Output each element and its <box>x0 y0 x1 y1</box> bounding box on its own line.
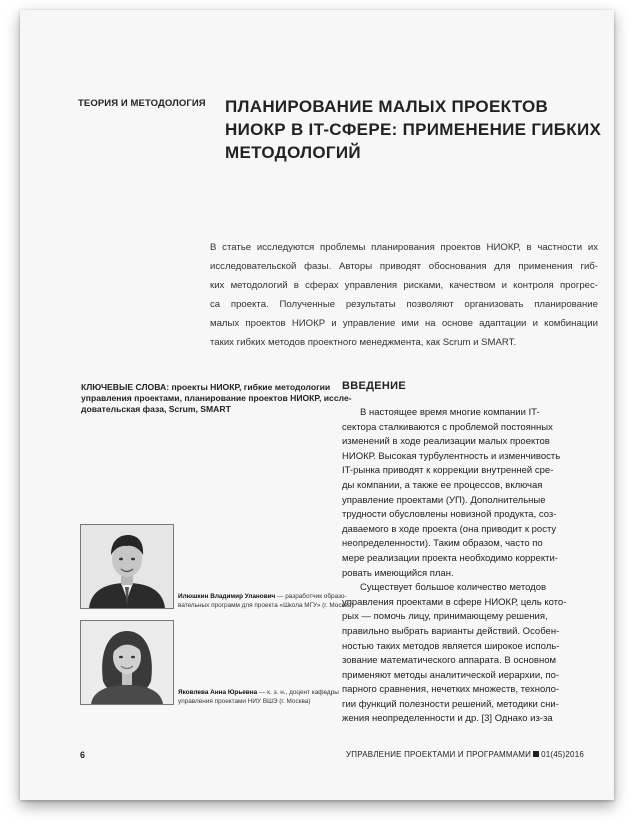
rubric-label: ТЕОРИЯ И МЕТОДОЛОГИЯ <box>78 98 206 109</box>
body-line: ностью таких методов является широкое исполь- <box>342 640 560 652</box>
title-line: НИОКР В IT-СФЕРЕ: ПРИМЕНЕНИЕ ГИБКИХ <box>225 120 602 139</box>
abstract-line: са проекта. Полученные результаты позволяют организовать планирование <box>210 299 598 310</box>
body-line: ды компании, а также ее процессов, включая <box>342 479 543 491</box>
body-line: управления проектами в сфере НИОКР, цель кото- <box>342 596 567 608</box>
keywords-line: довательская фаза, Scrum, SMART <box>81 404 231 414</box>
body-line: Существует большое количество методов <box>360 582 547 594</box>
body-line: мере реализации проекта необходимо корректи- <box>342 552 558 564</box>
body-line: IT-рынка приводят к коррекции внутренней сре- <box>342 465 554 477</box>
abstract-line: ких методологий в сферах управления рисками, качеством и контроля прогрес- <box>210 280 598 291</box>
body-line: жения неопределенности и др. [3] Однако из-за <box>342 713 553 725</box>
journal-footer <box>346 750 584 759</box>
body-line: парного сравнения, нечетких множеств, техноло- <box>342 684 560 696</box>
body-line: рых — помочь лицу, принимающему решения, <box>342 611 548 623</box>
abstract <box>210 238 598 352</box>
body-line: ровать имеющийся план. <box>342 567 454 579</box>
section-heading: ВВЕДЕНИЕ <box>342 380 406 392</box>
body-line: гии функций полезности решений, методики сни- <box>342 698 559 710</box>
article-title <box>225 95 602 164</box>
journal-page <box>20 10 614 800</box>
abstract-line: малых проектов НИОКР и управление ими на основе адаптации и комбинации <box>210 318 598 329</box>
author-desc: управления проектами НИУ ВШЭ (г. Москва) <box>178 698 311 705</box>
body-line: применяют методы аналитической иерархии, по- <box>342 669 560 681</box>
author-info <box>178 592 354 610</box>
body-line: неопределенности). Таким образом, часто по <box>342 538 543 550</box>
abstract-line: исследовательской фазы. Авторы приводят обоснования для применения гиб- <box>210 261 598 272</box>
author-desc: — разработчик образо- <box>275 593 347 600</box>
page-number: 6 <box>80 750 86 760</box>
author-name: Яковлева Анна Юрьевна <box>178 689 258 696</box>
abstract-line: таких гибких методов проектного менеджмента, как Scrum и SMART. <box>210 337 517 348</box>
body-line: трудности обусловлены новизной продукта, соз- <box>342 509 557 521</box>
body-line: управление проектами (УП). Дополнительные <box>342 494 546 506</box>
keywords-line: КЛЮЧЕВЫЕ СЛОВА: проекты НИОКР, гибкие методологии <box>81 382 331 392</box>
body-line: В настоящее время многие компании IT- <box>360 407 540 418</box>
square-separator-icon <box>533 751 539 757</box>
body-line: изменений в ходе реализации малых проектов <box>342 436 550 448</box>
body-line: зование математического аппарата. В основном <box>342 655 557 667</box>
author-desc: вательных программ для проекта «Школа МГУ» (г. Москва) <box>178 602 354 609</box>
author-desc: — к. э. н., доцент кафедры <box>257 689 339 696</box>
keywords <box>81 382 352 415</box>
author-photo-male-icon <box>80 524 174 609</box>
body-line: сектора сталкиваются с проблемой постоянных <box>342 421 553 433</box>
abstract-line: В статье исследуются проблемы планирования проектов НИОКР, в частности их <box>210 242 598 253</box>
keywords-line: управления проектами, планирование проектов НИОКР, иссле- <box>81 393 352 403</box>
author-name: Илюшкин Владимир Уланович <box>178 593 276 600</box>
body-line: НИОКР. Высокая турбулентность и изменчивость <box>342 450 561 462</box>
journal-issue: 01(45)2016 <box>541 750 584 759</box>
title-line: ПЛАНИРОВАНИЕ МАЛЫХ ПРОЕКТОВ <box>225 97 549 116</box>
journal-name: УПРАВЛЕНИЕ ПРОЕКТАМИ И ПРОГРАММАМИ <box>346 750 532 759</box>
body-line: даваемого в ходе проекта (она приводит к росту <box>342 523 557 535</box>
author-photo-female-icon <box>80 620 174 705</box>
title-line: МЕТОДОЛОГИЙ <box>225 143 361 162</box>
body-line: правильно выбрать варианты действий. Особен- <box>342 625 560 637</box>
author-info <box>178 688 338 706</box>
body-text <box>342 406 590 727</box>
